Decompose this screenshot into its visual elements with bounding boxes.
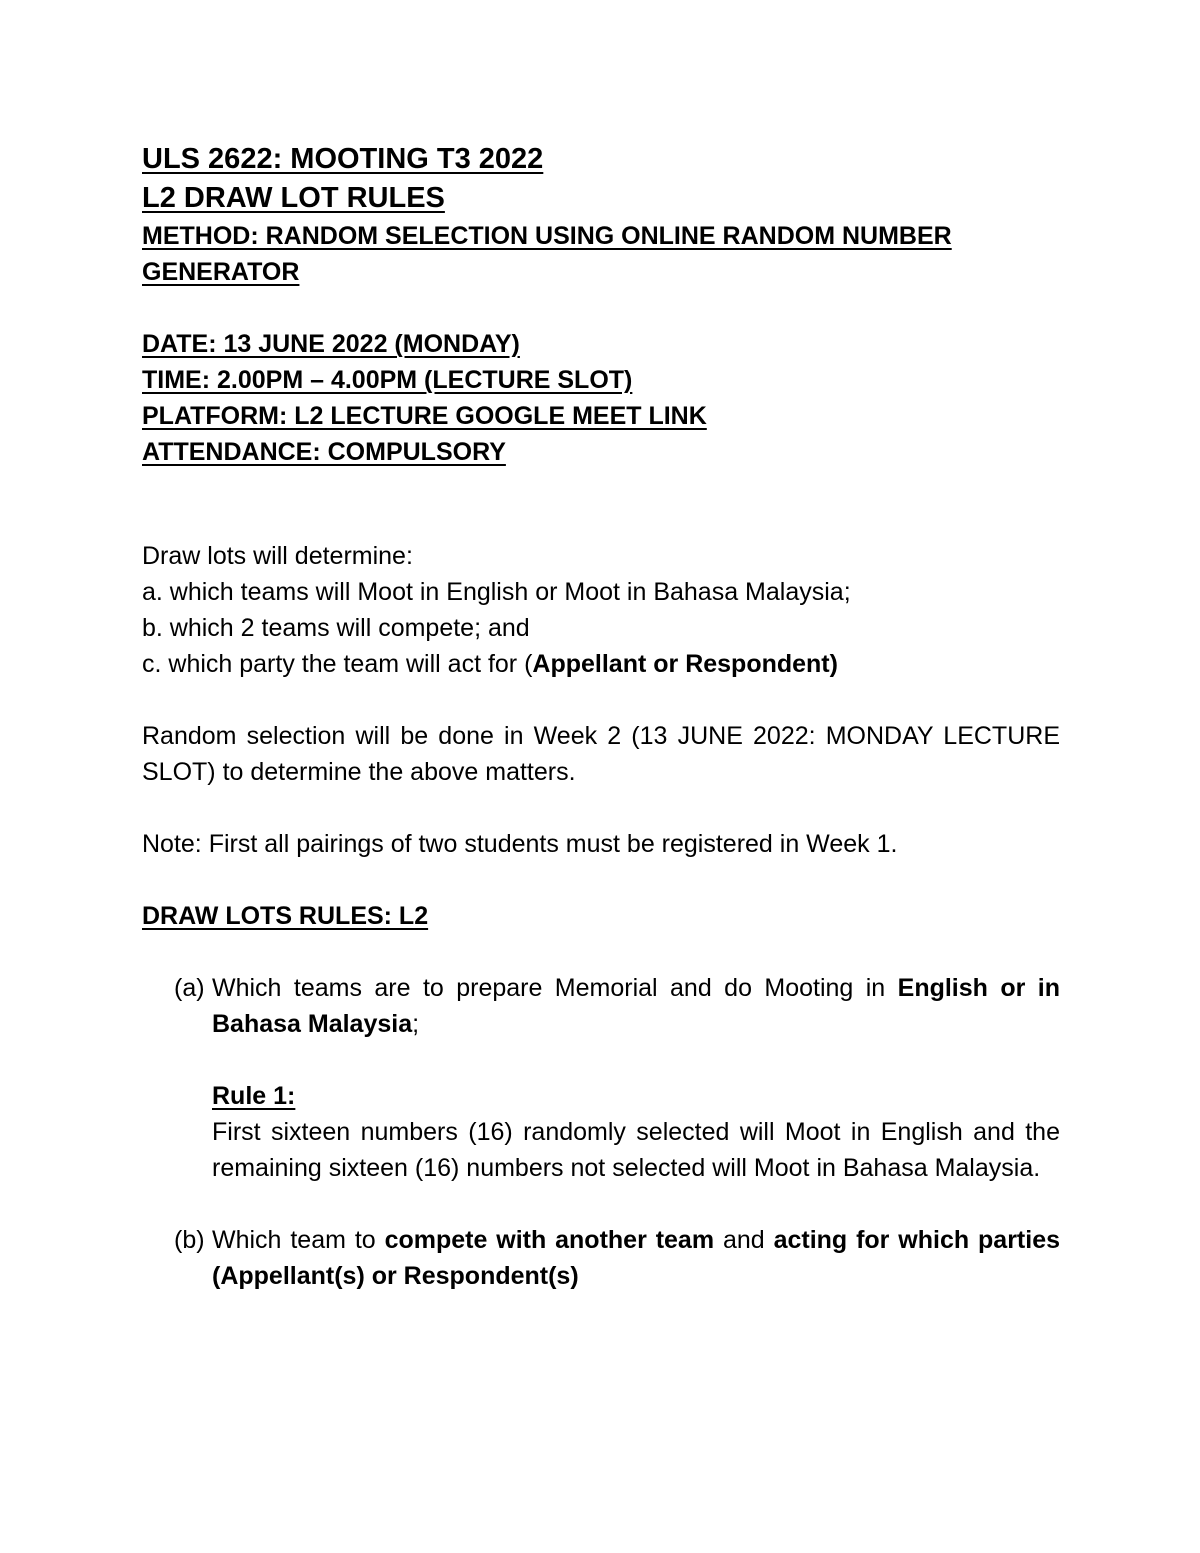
rule-item-a-suffix: ; xyxy=(412,1010,420,1038)
rule-item-a-bold: English or in Bahasa Malaysia xyxy=(212,974,1060,1038)
intro-item-c-text: c. which party the team will act for ( xyxy=(142,650,533,678)
spacer xyxy=(142,862,1060,898)
document-page xyxy=(142,140,1060,1294)
intro-item-c xyxy=(142,646,1060,682)
spacer xyxy=(142,1186,1060,1222)
method-line: METHOD: RANDOM SELECTION USING ONLINE RANDOM NUMBER GENERATOR xyxy=(142,222,952,286)
time-line: TIME: 2.00PM – 4.00PM (LECTURE SLOT) xyxy=(142,366,633,394)
rule-item-a xyxy=(142,970,1060,1042)
spacer xyxy=(142,290,1060,326)
rule-item-b-bold-1: compete with another team xyxy=(384,1226,715,1254)
spacer xyxy=(142,934,1060,970)
document-title: L2 DRAW LOT RULES xyxy=(142,182,445,214)
rule-1-text: First sixteen numbers (16) randomly selected will Moot in English and the remaining sixteen (16) numbers not selected will Moot in Bahasa Malaysia. xyxy=(212,1118,1060,1182)
spacer xyxy=(142,470,1060,538)
intro-item-b: b. which 2 teams will compete; and xyxy=(142,614,530,642)
attendance-line: ATTENDANCE: COMPULSORY xyxy=(142,438,506,466)
intro-item-c-bold: Appellant or Respondent) xyxy=(532,650,838,678)
intro-item-a: a. which teams will Moot in English or Moot in Bahasa Malaysia; xyxy=(142,578,851,606)
rule-item-a-text: Which teams are to prepare Memorial and do Mooting in xyxy=(212,974,898,1002)
rule-item-a-label: (a) xyxy=(174,974,205,1002)
spacer xyxy=(142,1042,1060,1078)
note-paragraph: Note: First all pairings of two students must be registered in Week 1. xyxy=(142,830,898,858)
spacer xyxy=(142,790,1060,826)
random-selection-paragraph: Random selection will be done in Week 2 (13 JUNE 2022: MONDAY LECTURE SLOT) to determine the above matters. xyxy=(142,722,1060,786)
intro-lead: Draw lots will determine: xyxy=(142,542,413,570)
rule-item-b-bold-2: acting for which parties (Appellant(s) or Respondent(s) xyxy=(212,1226,1060,1290)
spacer xyxy=(142,682,1060,718)
date-line: DATE: 13 JUNE 2022 (MONDAY) xyxy=(142,330,520,358)
rule-item-b-label: (b) xyxy=(174,1226,205,1254)
rules-heading: DRAW LOTS RULES: L2 xyxy=(142,902,429,930)
rule-item-b-text: Which team to xyxy=(212,1226,385,1254)
rule-1-heading: Rule 1: xyxy=(212,1082,296,1110)
rule-item-b-mid: and xyxy=(714,1226,774,1254)
rule-1-title xyxy=(142,1078,1060,1114)
rule-item-b xyxy=(142,1222,1060,1294)
course-title: ULS 2622: MOOTING T3 2022 xyxy=(142,143,544,175)
platform-line: PLATFORM: L2 LECTURE GOOGLE MEET LINK xyxy=(142,402,707,430)
